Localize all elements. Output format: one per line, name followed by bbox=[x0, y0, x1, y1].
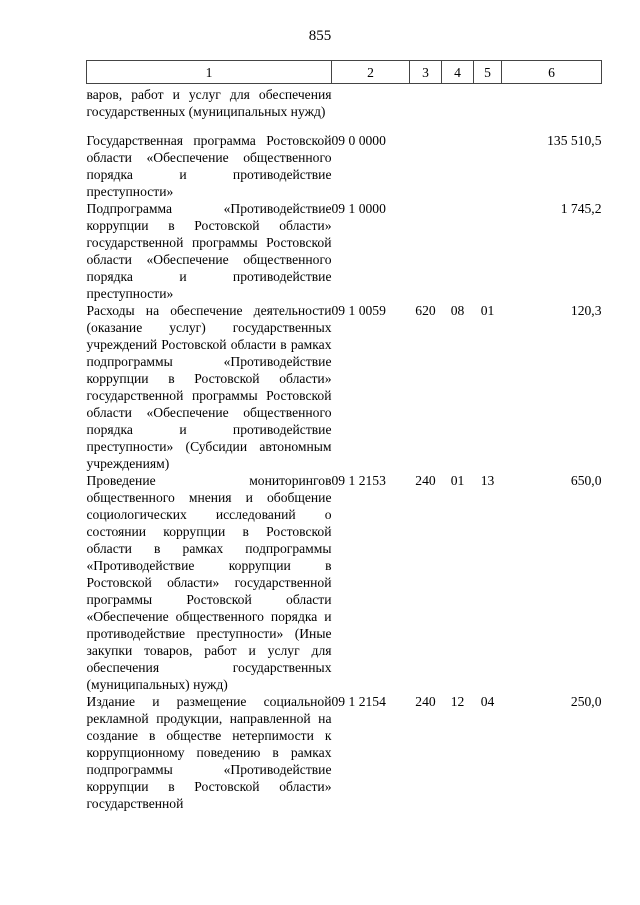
row-sum: 120,3 bbox=[570, 303, 602, 318]
row-code bbox=[332, 84, 410, 133]
row-pr bbox=[474, 200, 502, 302]
row-pr: 13 bbox=[480, 473, 495, 488]
row-vr bbox=[410, 84, 442, 133]
row-name: Расходы на обеспечение деятельности (оказание услуг) государственных учреждений Ростовской области в рамках подпрограммы «Противодействие коррупции в Ростовской области» государственной программы Ростовской области «Обеспечение общественного порядка и противодействие преступности» (Субсидии автономным учреждениям) bbox=[86, 303, 332, 471]
table-row bbox=[87, 472, 602, 693]
row-code: 09 1 0059 bbox=[331, 303, 386, 318]
row-razd bbox=[442, 84, 474, 133]
row-sum: 1 745,2 bbox=[560, 201, 602, 216]
row-razd: 08 bbox=[450, 303, 465, 318]
row-sum: 650,0 bbox=[570, 473, 602, 488]
header-row bbox=[87, 61, 602, 84]
header-col-1: 1 bbox=[87, 61, 332, 84]
row-vr bbox=[410, 132, 442, 200]
header-col-5: 5 bbox=[474, 61, 502, 84]
budget-table bbox=[86, 60, 602, 812]
row-razd: 01 bbox=[450, 473, 465, 488]
row-sum bbox=[502, 84, 602, 133]
row-name: Проведение мониторингов общественного мнения и обобщение социологических исследований о состоянии коррупции в Ростовской области в рамках подпрограммы «Противодействие коррупции в Ростовской области» государственной программы Ростовской области «Обеспечение общественного порядка и противодействие преступности» (Иные закупки товаров, работ и услуг для обеспечения государственных (муниципальных) нужд) bbox=[86, 473, 332, 692]
table-row bbox=[87, 84, 602, 133]
row-razd: 12 bbox=[450, 694, 465, 709]
row-vr bbox=[410, 200, 442, 302]
row-name: Издание и размещение социальной рекламной продукции, направленной на создание в обществе нетерпимости к коррупционному поведению в рамках подпрограммы «Противодействие коррупции в Ростовской области» государственной bbox=[86, 694, 332, 811]
row-name: Государственная программа Ростовской области «Обеспечение общественного порядка и противодействие преступности» bbox=[86, 133, 332, 199]
header-col-6: 6 bbox=[502, 61, 602, 84]
row-sum: 135 510,5 bbox=[547, 133, 602, 148]
row-code: 09 0 0000 bbox=[331, 133, 386, 148]
row-vr: 240 bbox=[415, 694, 436, 709]
table-row bbox=[87, 302, 602, 472]
row-pr: 04 bbox=[480, 694, 495, 709]
page-number: 855 bbox=[308, 28, 332, 44]
table-body bbox=[87, 84, 602, 813]
header-col-3: 3 bbox=[410, 61, 442, 84]
row-razd bbox=[442, 200, 474, 302]
header-col-4: 4 bbox=[442, 61, 474, 84]
table-row bbox=[87, 132, 602, 200]
table-header bbox=[87, 61, 602, 84]
row-pr: 01 bbox=[480, 303, 495, 318]
row-code: 09 1 0000 bbox=[331, 201, 386, 216]
row-pr bbox=[474, 84, 502, 133]
row-sum: 250,0 bbox=[570, 694, 602, 709]
header-col-2: 2 bbox=[332, 61, 410, 84]
row-vr: 620 bbox=[415, 303, 436, 318]
row-code: 09 1 2154 bbox=[331, 694, 386, 709]
row-name: варов, работ и услуг для обеспечения государственных (муниципальных нужд) bbox=[86, 87, 332, 119]
table-row bbox=[87, 693, 602, 812]
row-pr bbox=[474, 132, 502, 200]
row-razd bbox=[442, 132, 474, 200]
row-vr: 240 bbox=[415, 473, 436, 488]
row-name: Подпрограмма «Противодействие коррупции в Ростовской области» государственной программы Ростовской области «Обеспечение общественного порядка и противодействие преступности» bbox=[86, 201, 332, 301]
row-code: 09 1 2153 bbox=[331, 473, 386, 488]
table-row bbox=[87, 200, 602, 302]
